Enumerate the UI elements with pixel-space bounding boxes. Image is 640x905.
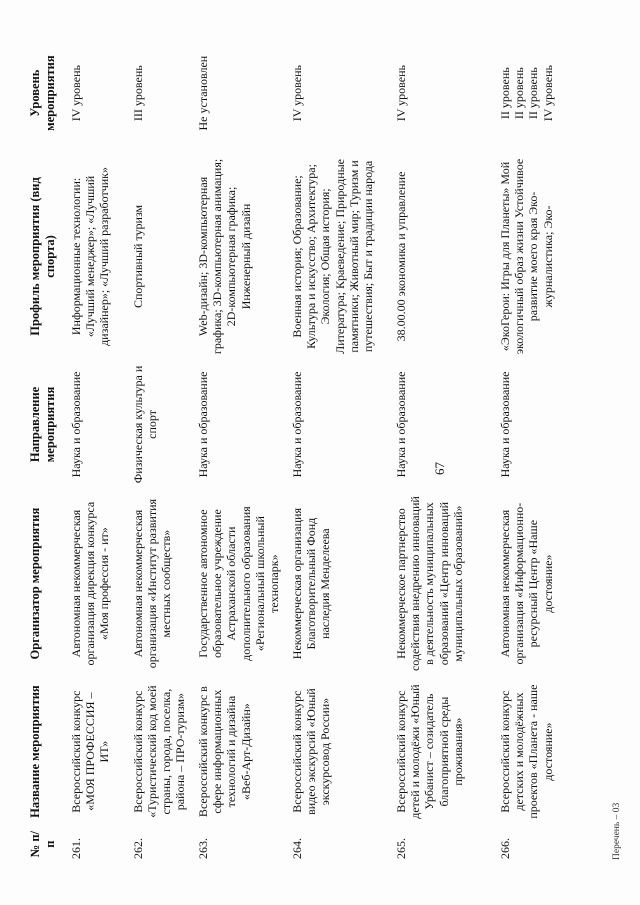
event-level <box>128 33 194 153</box>
event-profile: Военная история; Образование; Культура и искусство; Архитектура; Экология; Общая история; Литература; Краеведение; Природные памятники; Животный мир; Туризм и путешествия; Быт и традиции народа <box>290 159 375 354</box>
event-direction: Наука и образование <box>498 371 513 478</box>
row-number: 264. <box>290 838 305 859</box>
column-header-direction: Направление мероприятия <box>28 386 57 463</box>
level-value: Не установлен <box>196 55 211 131</box>
event-name: Всероссийский конкурс «МОЯ ПРОФЕССИЯ – ИТ» <box>68 690 111 813</box>
table-row <box>128 33 194 863</box>
row-number: 261. <box>68 838 83 859</box>
level-value: II уровень <box>526 67 541 120</box>
event-organizer: Автономная некоммерческая организация «Институт развития местных сообществ» <box>130 498 173 669</box>
event-direction: Физическая культура и спорт <box>130 365 159 484</box>
level-value: IV уровень <box>290 65 305 122</box>
table-row <box>193 33 287 863</box>
event-level <box>495 33 605 153</box>
table-row <box>66 33 128 863</box>
event-level <box>287 33 391 153</box>
column-header-level: Уровень мероприятия <box>28 55 57 131</box>
event-organizer: Некоммерческое партнерство содействия внедрению инноваций в деятельность муниципальных образований «Центр инноваций муниципальных образований» <box>394 496 465 672</box>
event-profile: Информационные технологии: «Лучший менеджер»; «Лучший дизайнер»; «Лучший разработчик» <box>68 166 111 346</box>
event-level <box>66 33 128 153</box>
events-table <box>25 33 605 863</box>
event-profile: 38.00.00 экономика и управление <box>394 171 409 342</box>
event-direction: Наука и образование <box>196 371 211 478</box>
event-organizer: Государственное автономное образовательное учреждение Астраханской области дополнительного образования «Региональный школьный технопарк» <box>196 506 281 661</box>
event-name: Всероссийский конкурс детей и молодёжи «Юный Урбанист – созидатель благоприятной среды проживания» <box>394 684 465 819</box>
table-body <box>66 33 606 863</box>
table-row <box>391 33 495 863</box>
event-organizer: Автономная некоммерческая организация «Информационно-ресурсный Центр «Наше достояние» <box>498 502 555 665</box>
level-value: IV уровень <box>68 65 83 122</box>
event-profile: Спортивный туризм <box>130 204 145 309</box>
event-name: Всероссийский конкурс видео экскурсий «Юный экскурсовод России» <box>290 688 333 815</box>
table-row <box>495 33 605 863</box>
event-name: Всероссийский конкурс «Туристический код моей страны, города, поселка, района – ПРО-туризм» <box>130 685 187 818</box>
event-direction: Наука и образование <box>394 371 409 478</box>
event-direction: Наука и образование <box>290 371 305 478</box>
column-header-organizer: Организатор мероприятия <box>28 507 42 660</box>
row-number: 262. <box>130 838 145 859</box>
event-name: Всероссийский конкурс в сфере информационных технологий и дизайна «Веб-Арт-Дизайн» <box>196 686 253 818</box>
event-profile: «ЭкоГерои: Игры для Планеты» Мой экологичный образ жизни Устойчивое развитие моего края Эко-журналистика; Эко- <box>498 158 555 355</box>
event-level <box>391 33 495 153</box>
table-row <box>287 33 391 863</box>
level-value: II уровень <box>498 67 513 120</box>
level-value: IV уровень <box>540 65 555 122</box>
row-number: 263. <box>196 838 211 859</box>
event-organizer: Некоммерческая организация Благотворительный Фонд наследия Менделеева <box>290 508 333 660</box>
column-header-profile: Профиль мероприятия (вид спорта) <box>28 177 57 336</box>
footer-note: Перечень – 03 <box>612 802 622 860</box>
event-name: Всероссийский конкурс детских и молодёжных проектов «Планета - наше достояние» <box>498 684 555 819</box>
column-header-name: Название мероприятия <box>28 685 42 818</box>
event-profile: Web-дизайн; 3D-компьютерная графика; 3D-компьютерная анимация; 2D-компьютерная графика; Инженерный дизайн <box>196 158 253 355</box>
level-value: IV уровень <box>394 65 409 122</box>
event-level <box>193 33 287 153</box>
event-organizer: Автономная некоммерческая организация дирекция конкурса «Моя профессия - ит» <box>68 501 111 666</box>
table-header <box>25 33 66 863</box>
event-direction: Наука и образование <box>68 371 83 478</box>
level-value: III уровень <box>130 65 145 122</box>
level-value: II уровень <box>512 67 527 120</box>
row-number: 266. <box>498 838 513 859</box>
page-number: 67 <box>432 462 447 475</box>
column-header-number: № п/п <box>28 830 57 858</box>
row-number: 265. <box>394 838 409 859</box>
